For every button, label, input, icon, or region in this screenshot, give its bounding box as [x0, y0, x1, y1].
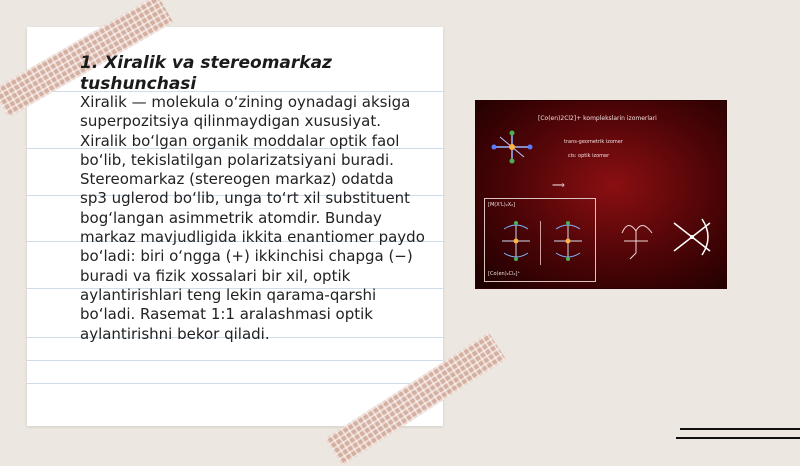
mirror-line	[540, 221, 541, 265]
octahedral-sketch-icon	[668, 215, 718, 259]
box-top-label: [M(X'L)₂X₂]	[488, 202, 516, 208]
enantiomer-right-icon	[550, 219, 586, 263]
figure-line-1: trans-geometrik izomer	[564, 139, 623, 145]
decorative-line	[676, 437, 800, 439]
chirality-complex-figure	[475, 100, 727, 289]
figure-arrow: ⟹	[552, 181, 565, 191]
decorative-line	[680, 428, 800, 430]
slide-title: 1. Xiralik va stereomarkaz tushunchasi	[80, 53, 332, 94]
box-bottom-label: [Co(en)₂Cl₂]⁺	[488, 271, 521, 277]
figure-line-2: cis: optik izomer	[568, 153, 610, 159]
figure-header: [Co(en)2Cl2]+ komplekslarin izomerlari	[538, 115, 657, 122]
paper-rule	[27, 383, 443, 384]
structure-sketch-icon	[612, 213, 662, 261]
molecule-icon	[488, 129, 536, 165]
enantiomer-left-icon	[498, 219, 534, 263]
paper-rule	[27, 360, 443, 361]
slide-body-text: Xiralik — molekula o‘zining oynadagi aksiga superpozitsiya qilinmaydigan xususiyat. Xiralik bo‘lgan organik moddalar optik faol bo‘lib, tekislatilgan polarizatsiyani buradi. Stereomarkaz (stereogen markaz) odatda sp3 uglerod bo‘lib, unga to‘rt xil substituent bog‘langan asimmetrik atomdir. Bunday markaz mavjudligida ikkita enantiomer paydo bo‘ladi: biri o‘ngga (+) ikkinchisi chapga (−) buradi va fizik xossalari bir xil, optik aylantirishlari teng lekin qarama-qarshi bo‘ladi. Rasemat 1:1 aralashmasi optik aylantirishni bekor qiladi.	[80, 93, 425, 343]
